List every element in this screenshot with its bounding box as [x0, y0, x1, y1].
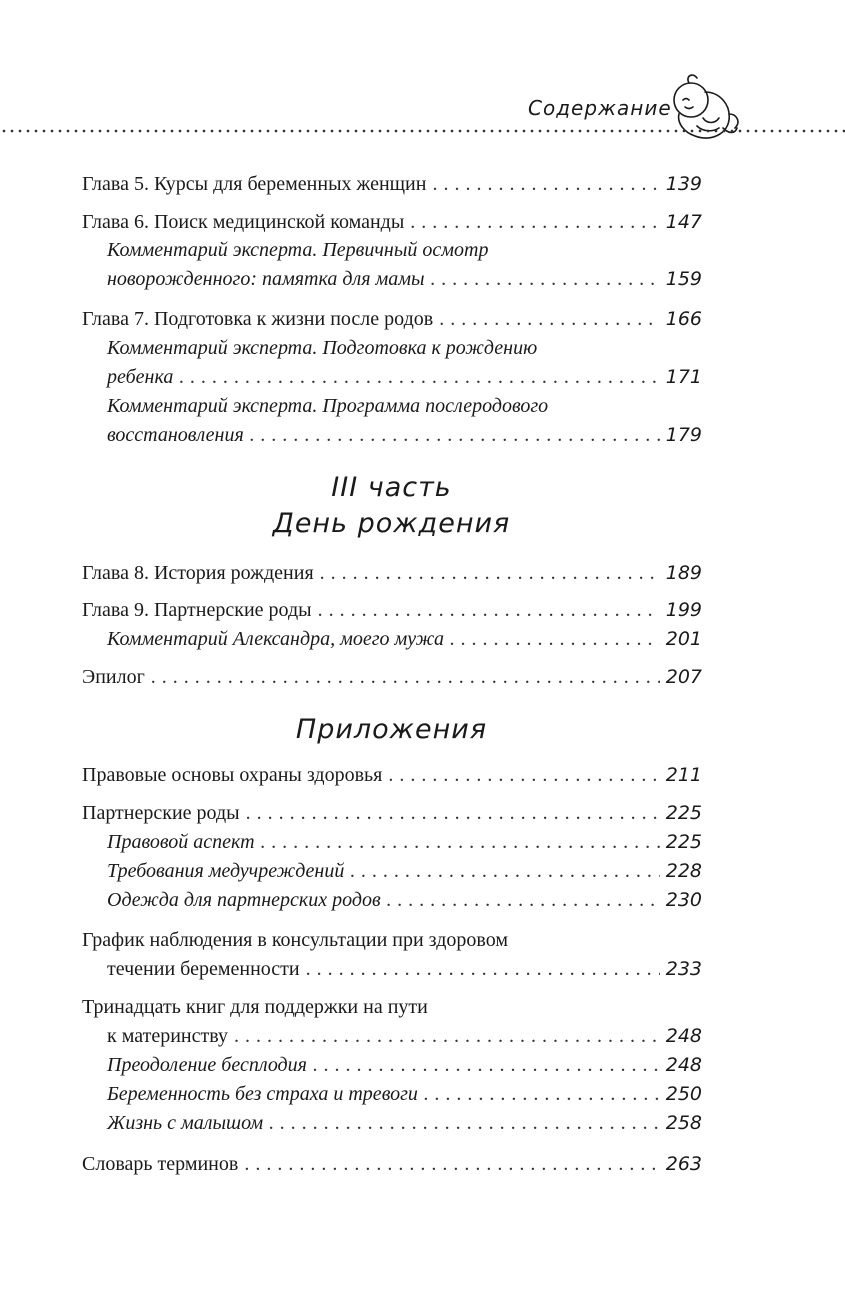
toc-entry-legal[interactable] — [82, 762, 702, 788]
entry-label: Эпилог — [82, 666, 145, 688]
dot-leader — [261, 829, 660, 855]
entry-label: Глава 5. Курсы для беременных женщин — [82, 173, 427, 195]
page-number: 211 — [665, 764, 702, 786]
page-number: 263 — [665, 1153, 702, 1175]
entry-label: Преодоление бесплодия — [107, 1054, 307, 1076]
appendix-title: Приложения — [295, 714, 488, 745]
part-3-label: III часть — [331, 472, 452, 503]
entry-label: течении беременности — [107, 958, 300, 980]
toc-entry-chapter-6-comment[interactable] — [107, 266, 702, 292]
toc-entry-books-line1: Тринадцать книг для поддержки на пути — [82, 996, 428, 1018]
toc-entry-chapter-7[interactable] — [82, 306, 702, 332]
entry-label: Правовой аспект — [107, 831, 255, 853]
dot-leader — [432, 171, 659, 197]
toc-entry-schedule-line1: График наблюдения в консультации при здоровом — [82, 929, 508, 951]
dot-leader — [439, 306, 660, 332]
toc-entry-chapter-7-comment1-line1: Комментарий эксперта. Подготовка к рождению — [107, 337, 538, 359]
toc-entry-glossary[interactable] — [82, 1151, 702, 1177]
entry-label: Партнерские роды — [82, 802, 240, 824]
dot-leader — [387, 887, 660, 913]
page-number: 230 — [665, 889, 702, 911]
toc-entry-chapter-7-comment1[interactable] — [107, 364, 702, 390]
toc-entry-chapter-7-comment2-line1: Комментарий эксперта. Программа послеродового — [107, 395, 549, 417]
toc-entry-books-fear[interactable] — [107, 1081, 702, 1107]
entry-label: Глава 6. Поиск медицинской команды — [82, 211, 405, 233]
entry-label: ребенка — [107, 366, 174, 388]
dot-leader — [179, 364, 659, 390]
toc-entry-chapter-7-comment2[interactable] — [107, 422, 702, 448]
entry-label: восстановления — [107, 424, 244, 446]
page-number: 159 — [665, 268, 702, 290]
dot-leader — [246, 800, 660, 826]
toc-entry-chapter-9[interactable] — [82, 597, 702, 623]
part-3-title: День рождения — [272, 508, 511, 539]
page-number: 139 — [665, 173, 702, 195]
page-number: 199 — [665, 599, 702, 621]
entry-label: Комментарий Александра, моего мужа — [107, 628, 445, 650]
dot-leader — [450, 626, 660, 652]
dot-leader — [313, 1052, 660, 1078]
page-number: 147 — [665, 211, 702, 233]
dot-leader — [320, 560, 660, 586]
page-number: 228 — [665, 860, 702, 882]
page-number: 207 — [665, 666, 702, 688]
entry-label: Одежда для партнерских родов — [107, 889, 381, 911]
entry-label: к материнству — [107, 1025, 228, 1047]
entry-label: Требования медучреждений — [107, 860, 345, 882]
baby-icon — [663, 70, 743, 148]
entry-label: Словарь терминов — [82, 1153, 239, 1175]
dot-leader — [350, 858, 659, 884]
toc-entry-partner-requirements[interactable] — [107, 858, 702, 884]
page-number: 201 — [665, 628, 702, 650]
dot-leader — [424, 1081, 660, 1107]
entry-label: Беременность без страха и тревоги — [107, 1083, 418, 1105]
toc-entry-chapter-6[interactable] — [82, 209, 702, 235]
page-number: 258 — [665, 1112, 702, 1134]
dot-leader — [244, 1151, 659, 1177]
page-number: 179 — [665, 424, 702, 446]
entry-label: новорожденного: памятка для мамы — [107, 268, 425, 290]
page-number: 171 — [665, 366, 702, 388]
page-number: 250 — [665, 1083, 702, 1105]
toc-entry-epilogue[interactable] — [82, 664, 702, 690]
entry-label: Глава 9. Партнерские роды — [82, 599, 312, 621]
dot-leader — [250, 422, 660, 448]
toc-entry-chapter-9-comment[interactable] — [107, 626, 702, 652]
dot-leader — [431, 266, 660, 292]
dot-leader — [306, 956, 660, 982]
entry-label: Правовые основы охраны здоровья — [82, 764, 383, 786]
page-number: 248 — [665, 1054, 702, 1076]
dot-leader — [151, 664, 660, 690]
toc-entry-chapter-8[interactable] — [82, 560, 702, 586]
toc-entry-chapter-5[interactable] — [82, 171, 702, 197]
dot-leader — [388, 762, 659, 788]
page-number: 189 — [665, 562, 702, 584]
toc-entry-books-baby[interactable] — [107, 1110, 702, 1136]
page-number: 233 — [665, 958, 702, 980]
dot-leader — [318, 597, 660, 623]
page-number: 248 — [665, 1025, 702, 1047]
toc-entry-partner-birth[interactable] — [82, 800, 702, 826]
entry-label: Глава 8. История рождения — [82, 562, 314, 584]
page-number: 225 — [665, 802, 702, 824]
entry-label: Жизнь с малышом — [107, 1112, 264, 1134]
toc-entry-books-infertility[interactable] — [107, 1052, 702, 1078]
header-title: Содержание — [528, 96, 672, 120]
dot-leader — [234, 1023, 660, 1049]
toc-entry-partner-legal[interactable] — [107, 829, 702, 855]
entry-label: Глава 7. Подготовка к жизни после родов — [82, 308, 434, 330]
dotted-rule — [0, 128, 845, 134]
toc-entry-schedule[interactable] — [107, 956, 702, 982]
toc-entry-books[interactable] — [107, 1023, 702, 1049]
dot-leader — [410, 209, 659, 235]
toc-entry-partner-clothes[interactable] — [107, 887, 702, 913]
page-number: 166 — [665, 308, 702, 330]
toc-entry-chapter-6-comment-line1: Комментарий эксперта. Первичный осмотр — [107, 239, 489, 261]
dot-leader — [269, 1110, 660, 1136]
page-number: 225 — [665, 831, 702, 853]
